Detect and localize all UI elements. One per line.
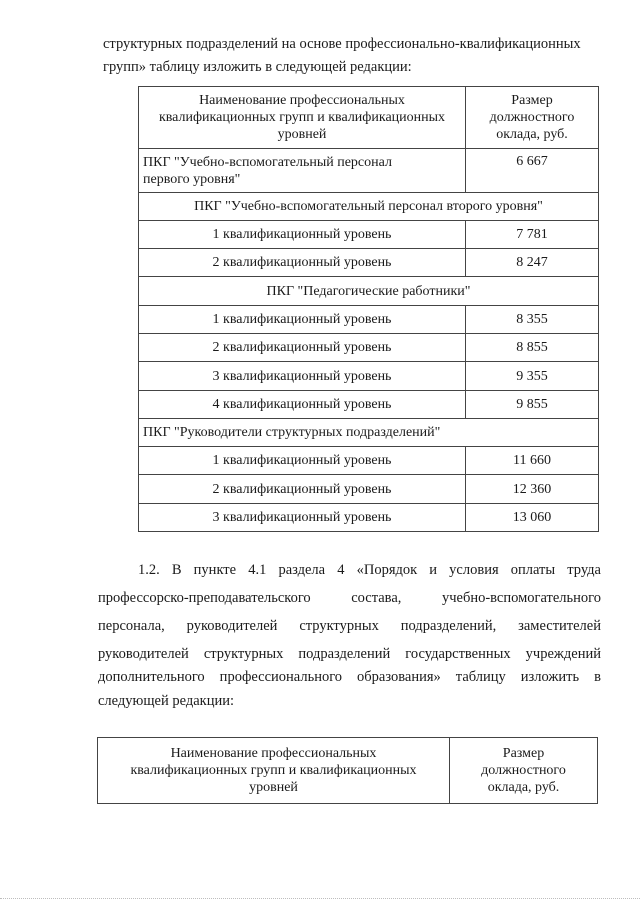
group-title-row <box>139 419 599 447</box>
header-col-salary: Размер должностного оклада, руб. <box>450 738 598 804</box>
table-row <box>139 391 599 419</box>
salary-cell: 6 667 <box>466 149 599 193</box>
level-cell: 4 квалификационный уровень <box>139 391 466 419</box>
group-title-cell: ПКГ "Учебно-вспомогательный персонал второго уровня" <box>139 193 599 221</box>
intro-line-2: групп» таблицу изложить в следующей редакции: <box>103 59 412 75</box>
table-row <box>139 221 599 249</box>
table-1-header-row <box>139 87 599 149</box>
table-row <box>139 334 599 362</box>
group-title-row <box>139 193 599 221</box>
salary-table-2 <box>97 737 598 804</box>
table-row <box>139 249 599 277</box>
table-2-header-row <box>98 738 598 804</box>
para-1-2-line-3: персонала, руководителей структурных подразделений, заместителей <box>98 618 601 634</box>
intro-line-1: структурных подразделений на основе профессионально-квалификационных <box>103 36 581 52</box>
level-cell: 1 квалификационный уровень <box>139 221 466 249</box>
salary-cell: 9 855 <box>466 391 599 419</box>
level-cell: 2 квалификационный уровень <box>139 249 466 277</box>
header-col-salary: Размер должностного оклада, руб. <box>466 87 599 149</box>
header-col-name: Наименование профессиональных квалификационных групп и квалификационных уровней <box>139 87 466 149</box>
group-title-row <box>139 277 599 306</box>
table-row <box>139 504 599 532</box>
salary-cell: 8 855 <box>466 334 599 362</box>
header-col-name: Наименование профессиональных квалификационных групп и квалификационных уровней <box>98 738 450 804</box>
salary-cell: 8 247 <box>466 249 599 277</box>
table-row <box>139 149 599 193</box>
salary-cell: 8 355 <box>466 306 599 334</box>
level-cell: 1 квалификационный уровень <box>139 306 466 334</box>
para-1-2-line-5: дополнительного профессионального образования» таблицу изложить в <box>98 669 601 685</box>
para-1-2-line-4: руководителей структурных подразделений государственных учреждений <box>98 646 601 662</box>
level-cell: 1 квалификационный уровень <box>139 447 466 475</box>
para-1-2-line-2: профессорско-преподавательского состава, учебно-вспомогательного <box>98 590 601 606</box>
group-title-cell: ПКГ "Руководители структурных подразделений" <box>139 419 599 447</box>
level-cell: 3 квалификационный уровень <box>139 504 466 532</box>
salary-cell: 13 060 <box>466 504 599 532</box>
level-cell: 2 квалификационный уровень <box>139 475 466 504</box>
table-row <box>139 306 599 334</box>
level-cell: 3 квалификационный уровень <box>139 362 466 391</box>
salary-cell: 7 781 <box>466 221 599 249</box>
salary-table-1 <box>138 86 599 532</box>
para-1-2-line-1: 1.2. В пункте 4.1 раздела 4 «Порядок и условия оплаты труда <box>138 562 601 578</box>
table-row <box>139 475 599 504</box>
salary-cell: 9 355 <box>466 362 599 391</box>
table-row <box>139 447 599 475</box>
salary-cell: 11 660 <box>466 447 599 475</box>
table-row <box>139 362 599 391</box>
pkg-name-cell: ПКГ "Учебно-вспомогательный персонал первого уровня" <box>139 149 466 193</box>
para-1-2-line-6: следующей редакции: <box>98 693 235 709</box>
level-cell: 2 квалификационный уровень <box>139 334 466 362</box>
salary-cell: 12 360 <box>466 475 599 504</box>
group-title-cell: ПКГ "Педагогические работники" <box>139 277 599 306</box>
page-bottom-edge <box>0 898 640 900</box>
